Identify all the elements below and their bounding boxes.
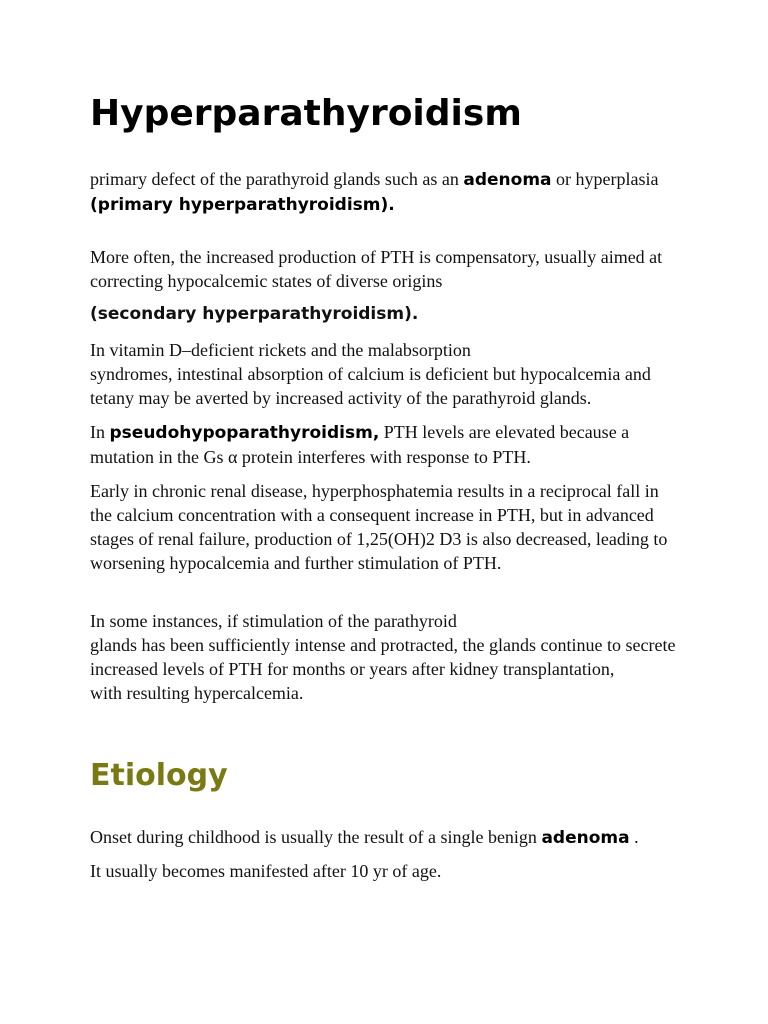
emphasis-adenoma: adenoma — [541, 828, 630, 848]
paragraph-renal-text: Early in chronic renal disease, hyperphosphatemia results in a reciprocal fall in the calcium concentration with a consequent increase in PTH, but in advanced stages of renal failure, production of 1,25(OH)2 D3 is also decreased, leading to worsening hypocalcemia and further stimulation of PTH. — [90, 481, 668, 573]
emphasis-primary-hyperparathyroidism: (primary hyperparathyroidism). — [90, 195, 395, 215]
paragraph-renal — [90, 479, 680, 575]
etiology-heading-block — [90, 758, 690, 794]
page-title: Hyperparathyroidism — [90, 93, 522, 134]
text-run: In — [90, 422, 110, 442]
paragraph-compensatory — [90, 245, 682, 293]
paragraph-rickets-line1: In vitamin D–deficient rickets and the malabsorption — [90, 340, 471, 360]
emphasis-pseudohypoparathyroidism: pseudohypoparathyroidism, — [109, 423, 380, 443]
paragraph-transplant — [90, 609, 680, 705]
paragraph-etiology-onset-text — [90, 825, 690, 850]
text-run: primary defect of the parathyroid glands such as an — [90, 169, 464, 189]
paragraph-rickets-rest: syndromes, intestinal absorption of calcium is deficient but hypocalcemia and tetany may be averted by increased activity of the parathyroid glands. — [90, 364, 651, 408]
paragraph-etiology-onset — [90, 825, 690, 850]
paragraph-primary-text — [90, 167, 690, 217]
paragraph-transplant-line1: In some instances, if stimulation of the parathyroid — [90, 611, 457, 631]
paragraph-rickets — [90, 338, 690, 410]
paragraph-primary — [90, 167, 690, 217]
text-run: PTH levels are elevated because a mutation in the Gs α protein interferes with response to PTH. — [90, 422, 630, 467]
title-block — [90, 94, 690, 134]
secondary-hyperparathyroidism-label: (secondary hyperparathyroidism). — [90, 304, 419, 324]
paragraph-transplant-last: with resulting hypercalcemia. — [90, 683, 304, 703]
paragraph-compensatory-text: More often, the increased production of PTH is compensatory, usually aimed at correcting hypocalcemic states of diverse origins — [90, 247, 663, 291]
emphasis-adenoma: adenoma — [463, 170, 552, 190]
text-run: . — [629, 827, 639, 847]
paragraph-pseudo-text — [90, 420, 686, 469]
paragraph-etiology-age — [90, 859, 690, 883]
text-run: or hyperplasia — [551, 169, 659, 189]
text-run: Onset during childhood is usually the result of a single benign — [90, 827, 542, 847]
secondary-label-block — [90, 302, 690, 326]
paragraph-pseudo — [90, 420, 686, 469]
paragraph-etiology-age-text: It usually becomes manifested after 10 yr of age. — [90, 861, 442, 881]
paragraph-transplant-mid: glands has been sufficiently intense and protracted, the glands continue to secrete increased levels of PTH for months or years after kidney transplantation, — [90, 635, 676, 679]
etiology-heading: Etiology — [90, 758, 228, 793]
